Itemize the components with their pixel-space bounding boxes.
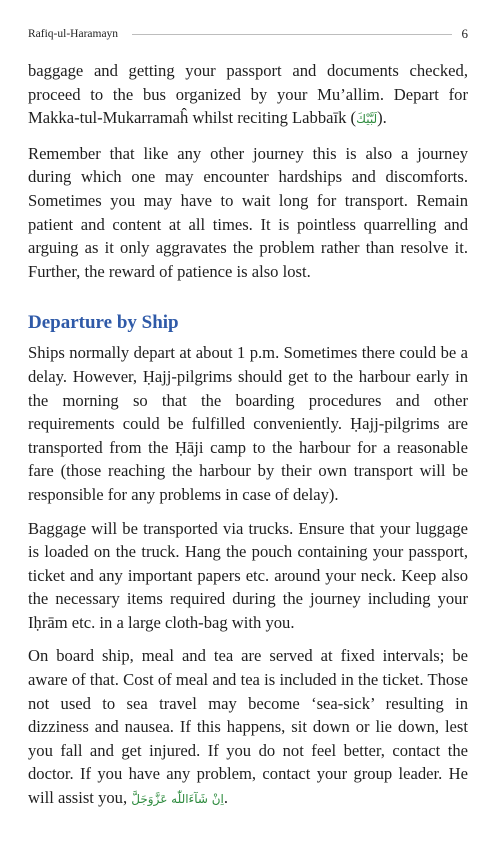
page-header xyxy=(28,24,468,44)
page-body xyxy=(28,59,468,822)
page-number: 6 xyxy=(461,26,468,41)
section-heading: Departure by Ship xyxy=(28,312,179,334)
paragraph-1 xyxy=(28,59,468,132)
running-title: Rafiq-ul-Haramayn xyxy=(28,28,119,40)
paragraph-1-text: baggage and getting your passport and documents checked, proceed to the bus organized by your Mu’allim. Depart for Makka-tul-Mukarramaĥ whilst reciting Labbaīk ( xyxy=(28,61,468,128)
header-rule xyxy=(132,34,451,35)
paragraph-2: Remember that like any other journey this is also a journey during which one may encounter hardships and discomforts. Sometimes you may have to wait long for transport. Remain patient and content at all times. It is pointless quarrelling and arguing as it only aggravates the problem rather than resolve it. Further, the reward of patience is also lost. xyxy=(28,143,468,281)
paragraph-3: Ships normally depart at about 1 p.m. Sometimes there could be a delay. However, Ḥajj-pilgrims should get to the harbour early in the morning so that the boarding procedures and other requirements could be fulfilled conveniently. Ḥajj-pilgrims are transported from the Ḥāji camp to the harbour for a reasonable fare (those reaching the harbour by their own transport will be responsible for any problems in case of delay). xyxy=(28,343,468,504)
paragraph-5-end: . xyxy=(223,788,229,808)
paragraph-5 xyxy=(28,644,468,811)
labbaik-arabic: لَبَّيْكَ xyxy=(356,112,378,127)
paragraph-4: Baggage will be transported via trucks. Ensure that your luggage is loaded on the truck. Hang the pouch containing your passport, ticket and any important papers etc. around your neck. Keep also the necessary items required during the journey including your Iḥrām etc. in a large cloth-bag with you. xyxy=(28,518,468,632)
insha-allah-arabic: اِنْ شَآءَاللّٰه عَزَّوَجَلَّ xyxy=(131,792,224,807)
paragraph-5-text: On board ship, meal and tea are served at fixed intervals; be aware of that. Cost of meal and tea is included in the ticket. Those not used to sea travel may become ‘sea-sick’ resulting in dizziness and nausea. If this happens, sit down or lie down, lest you fall and get injured. If you do not feel better, contact the doctor. If you have any problem, contact your group leader. He will assist you, xyxy=(28,646,468,808)
paragraph-1-end: ). xyxy=(377,108,387,128)
